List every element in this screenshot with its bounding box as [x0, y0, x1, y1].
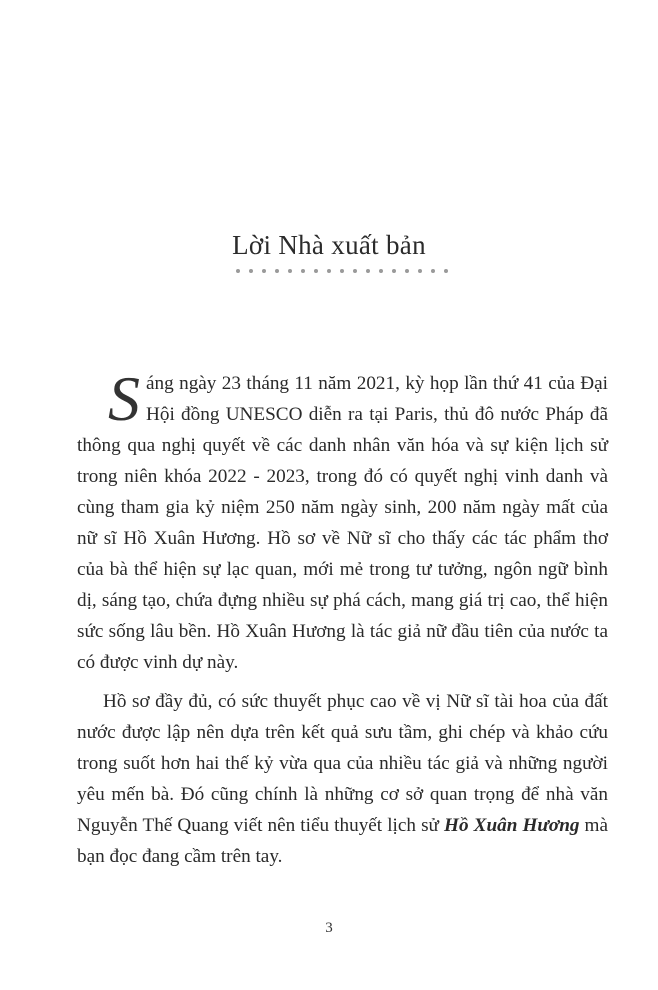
ornament-dot [262, 269, 266, 273]
body-text [77, 363, 608, 872]
ornament-dot [431, 269, 435, 273]
chapter-title: Lời Nhà xuất bản [232, 230, 426, 260]
paragraph-1-text: áng ngày 23 tháng 11 năm 2021, kỳ họp lần thứ 41 của Đại Hội đồng UNESCO diễn ra tại Paris, thủ đô nước Pháp đã thông qua nghị quyết về các danh nhân văn hóa và sự kiện lịch sử trong niên khóa 2022 - 2023, trong đó có quyết nghị vinh danh và cùng tham gia kỷ niệm 250 năm ngày sinh, 200 năm ngày mất của nữ sĩ Hồ Xuân Hương. Hồ sơ về Nữ sĩ cho thấy các tác phẩm thơ của bà thể hiện sự lạc quan, mới mẻ trong tư tưởng, ngôn ngữ bình dị, sáng tạo, chứa đựng nhiều sự phá cách, mang giá trị cao, thể hiện sức sống lâu bền. Hồ Xuân Hương là tác giả nữ đầu tiên của nước ta có được vinh dự này. [77, 373, 608, 673]
ornament-dot [275, 269, 279, 273]
ornament-dot [392, 269, 396, 273]
paragraph-2 [77, 686, 608, 872]
ornament-dot [288, 269, 292, 273]
ornament-dot [301, 269, 305, 273]
ornament-dot [379, 269, 383, 273]
ornament-dot [444, 269, 448, 273]
ornament-dot [340, 269, 344, 273]
ornament-dot [249, 269, 253, 273]
paragraph-1 [77, 363, 608, 678]
paragraph-2-text-after: mà bạn đọc đang cầm trên tay. [77, 815, 608, 867]
book-title: Hồ Xuân Hương [444, 815, 580, 836]
ornament-dot [327, 269, 331, 273]
page-number: 3 [325, 920, 333, 936]
ornament-dot [366, 269, 370, 273]
title-dotted-ornament [236, 268, 448, 274]
ornament-dot [314, 269, 318, 273]
ornament-dot [353, 269, 357, 273]
paragraph-2-text-before: Hồ sơ đầy đủ, có sức thuyết phục cao về vị Nữ sĩ tài hoa của đất nước được lập nên dựa trên kết quả sưu tầm, ghi chép và khảo cứu trong suốt hơn hai thế kỷ vừa qua của nhiều tác giả và những người yêu mến bà. Đó cũng chính là những cơ sở quan trọng để nhà văn Nguyễn Thế Quang viết nên tiểu thuyết lịch sử [77, 691, 608, 836]
drop-cap: S [108, 363, 140, 434]
ornament-dot [418, 269, 422, 273]
ornament-dot [236, 269, 240, 273]
ornament-dot [405, 269, 409, 273]
